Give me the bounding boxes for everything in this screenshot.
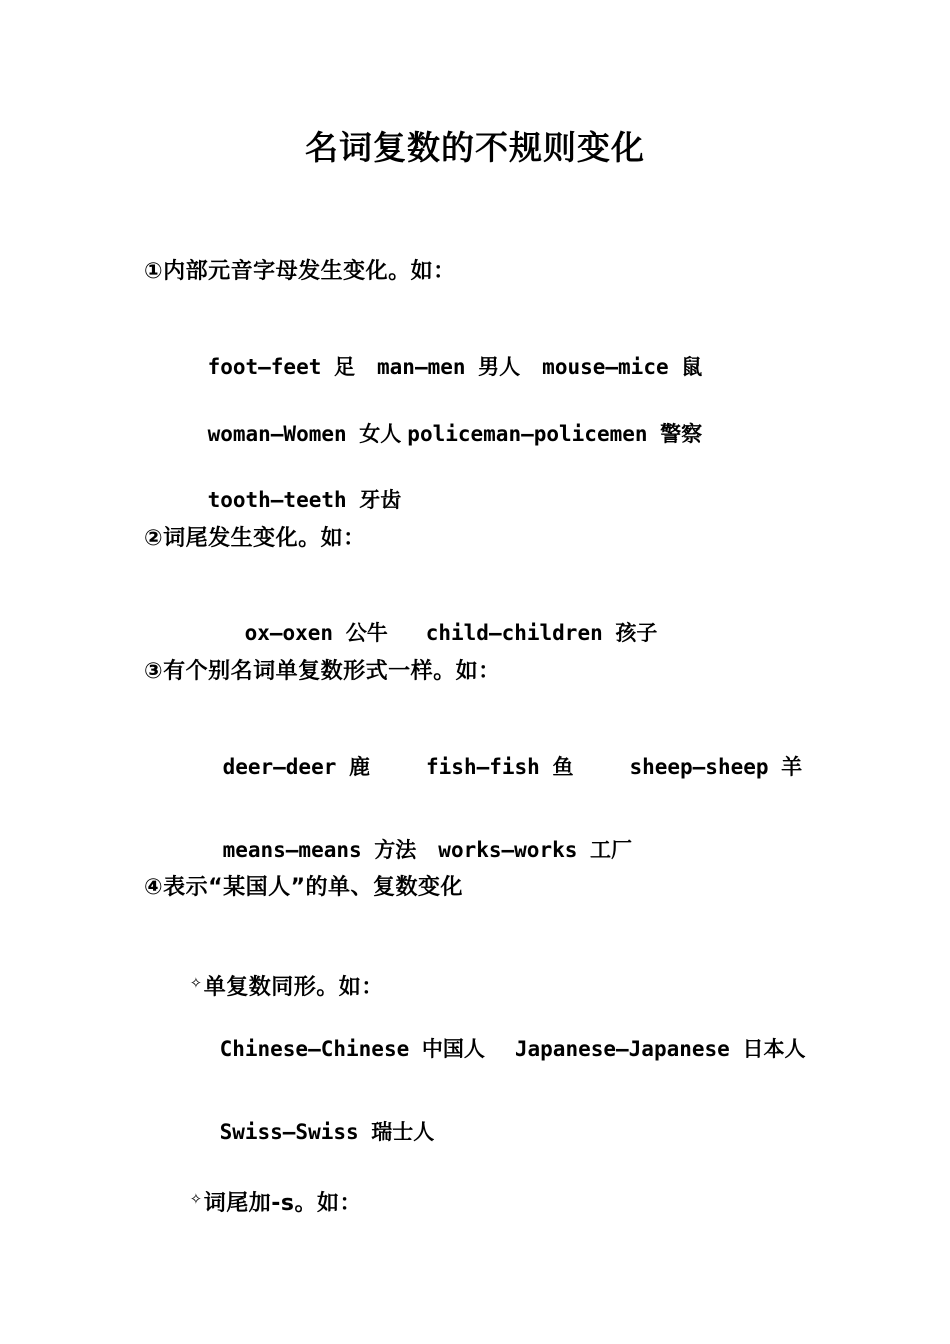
sub-2-label-text: 词尾加-s。如： bbox=[203, 1191, 362, 1216]
example-chinese-chinese: Chinese—Chinese 中国人 bbox=[219, 1037, 485, 1061]
rule-4-heading: ④表示“某国人”的单、复数变化 bbox=[144, 875, 464, 900]
example-woman-women: woman—Women 女人 bbox=[207, 422, 402, 446]
example-fish-fish: fish—fish 鱼 bbox=[426, 755, 574, 779]
example-child-children: child—children 孩子 bbox=[425, 621, 658, 645]
rule-4-sub-2-label bbox=[157, 1157, 362, 1246]
sparkle-bullet-icon: ✧ bbox=[189, 1190, 203, 1208]
example-japanese-japanese: Japanese—Japanese 日本人 bbox=[514, 1037, 806, 1061]
example-foot-feet: foot—feet 足 bbox=[207, 355, 356, 379]
page-title: 名词复数的不规则变化 bbox=[305, 128, 645, 167]
rule-3-examples-row-1 bbox=[172, 725, 802, 809]
rule-4-sub-1-examples-row-1 bbox=[169, 1007, 805, 1091]
example-swiss-swiss: Swiss—Swiss 瑞士人 bbox=[219, 1120, 435, 1144]
example-policeman-policemen: policeman—policemen 警察 bbox=[407, 422, 703, 446]
example-deer-deer: deer—deer 鹿 bbox=[222, 755, 371, 779]
sub-1-label-text: 单复数同形。如： bbox=[203, 975, 384, 1000]
example-sheep-sheep: sheep—sheep 羊 bbox=[629, 755, 803, 779]
example-ox-oxen: ox—oxen 公牛 bbox=[244, 621, 388, 645]
example-mouse-mice: mouse—mice 鼠 bbox=[542, 355, 703, 379]
example-works-works: works—works 工厂 bbox=[438, 838, 633, 862]
example-man-men: man—men 男人 bbox=[377, 355, 521, 379]
example-tooth-teeth: tooth—teeth 牙齿 bbox=[207, 488, 402, 512]
rule-2-heading: ②词尾发生变化。如： bbox=[144, 526, 366, 551]
sparkle-bullet-icon: ✧ bbox=[189, 974, 203, 992]
rule-1-heading: ①内部元音字母发生变化。如： bbox=[144, 259, 456, 284]
example-means-means: means—means 方法 bbox=[222, 838, 417, 862]
rule-3-heading: ③有个别名词单复数形式一样。如： bbox=[144, 659, 501, 684]
